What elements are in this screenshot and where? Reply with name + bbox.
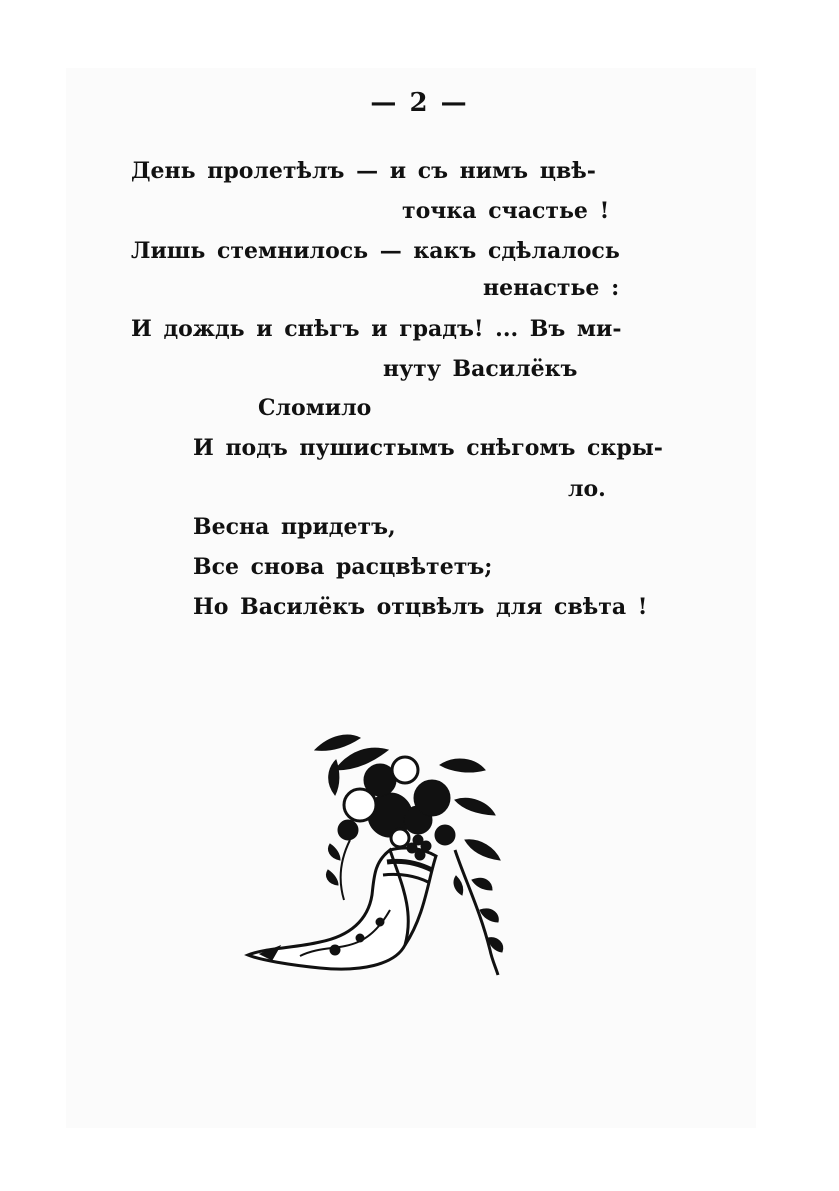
poem-line-8: И подъ пушистымъ снѣгомъ скры- <box>193 435 663 461</box>
poem-line-6: нуту Василёкъ <box>383 356 578 382</box>
poem-line-1: День пролетѣлъ — и съ нимъ цвѣ- <box>131 158 596 184</box>
poem-line-11: Все снова расцвѣтетъ; <box>193 554 493 580</box>
poem-line-4: ненастье : <box>483 275 620 301</box>
poem-line-3: Лишь стемнилось — какъ сдѣлалось <box>131 238 620 264</box>
poem-line-10: Весна придетъ, <box>193 514 396 540</box>
cornucopia-icon <box>240 710 540 990</box>
poem-line-7: Сломило <box>258 395 372 421</box>
page-number: — 2 — <box>370 88 469 118</box>
poem-line-5: И дождь и снѣгъ и градъ! ... Въ ми- <box>131 316 622 342</box>
poem-line-12: Но Василёкъ отцвѣлъ для свѣта ! <box>193 594 648 620</box>
poem-line-9: ло. <box>568 476 606 502</box>
poem-line-2: точка счастье ! <box>402 198 610 224</box>
